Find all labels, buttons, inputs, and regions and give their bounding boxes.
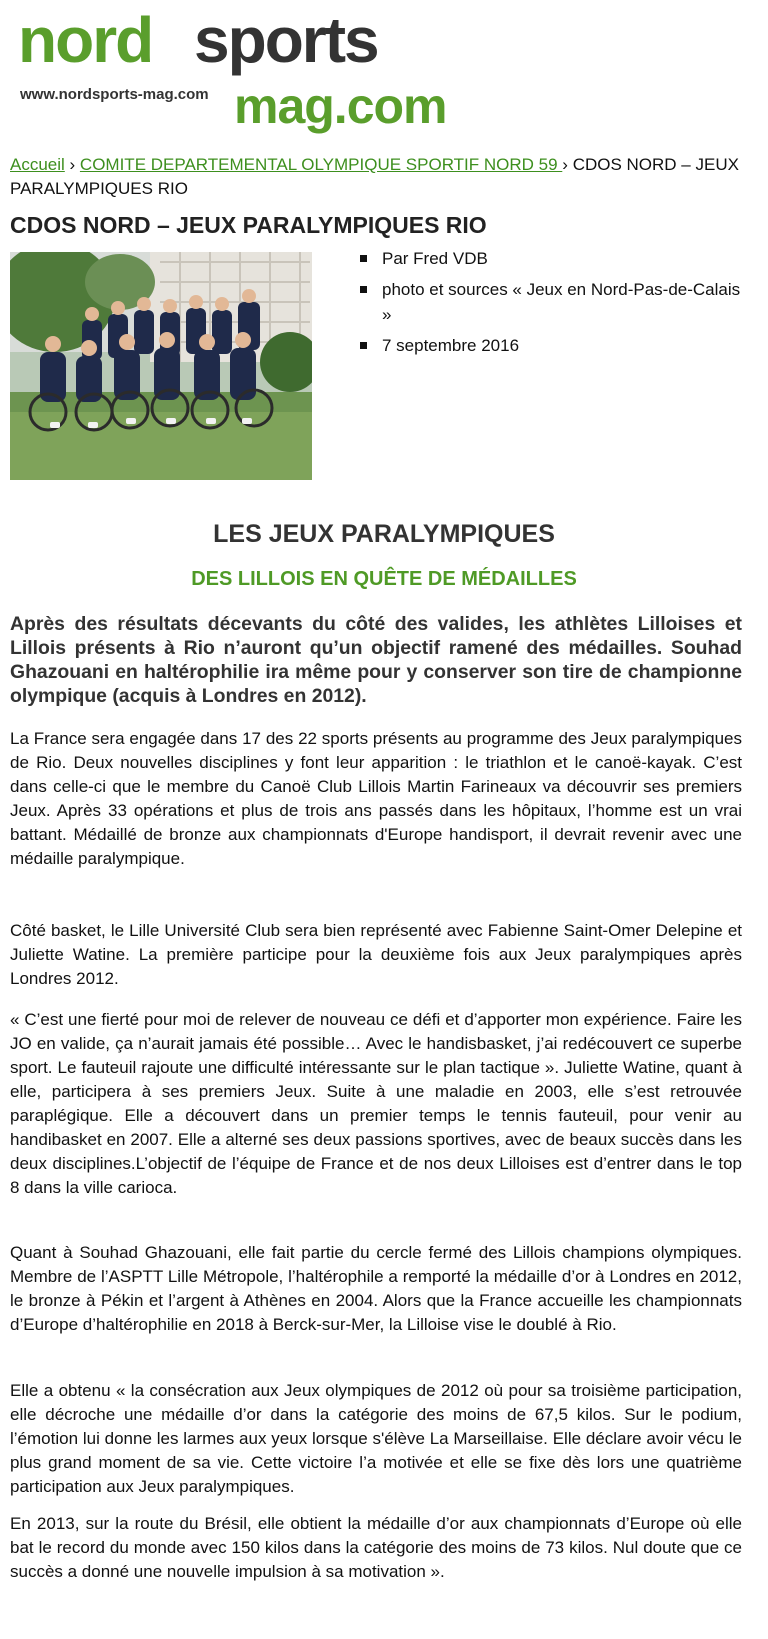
site-logo[interactable] — [14, 4, 447, 136]
breadcrumb-current: CDOS NORD – JEUX PARALYMPIQUES RIO — [10, 155, 739, 198]
breadcrumb-separator: › — [562, 155, 573, 174]
breadcrumb-home-link[interactable]: Accueil — [10, 155, 65, 174]
article-photo — [10, 252, 312, 480]
article-paragraph: Quant à Souhad Ghazouani, elle fait partie du cercle fermé des Lillois champions olympiques. Membre de l’ASPTT Lille Métropole, l’haltérophile a remporté la médaille d’or à Londres en 2012, le bronze à Pékin et l’argent à Athènes en 2004. Alors que la France accueille les championnats d’Europe d’haltérophilie en 2018 à Berck-sur-Mer, la Lilloise vise le doublé à Rio. — [10, 1243, 742, 1334]
source-meta: photo et sources « Jeux en Nord-Pas-de-Calais » — [358, 277, 748, 327]
article-paragraph: Côté basket, le Lille Université Club sera bien représenté avec Fabienne Saint-Omer Delepine et Juliette Watine. La première participe pour la deuxième fois aux Jeux paralympiques après Londres 2012. — [10, 921, 742, 988]
breadcrumb — [10, 153, 750, 201]
article-paragraph: La France sera engagée dans 17 des 22 sports présents au programme des Jeux paralympiques de Rio. Deux nouvelles disciplines y font leur apparition : le triathlon et le canoë-kayak. C’est dans celle-ci que le membre du Canoë Club Lillois Martin Farineaux va découvrir ses premiers Jeux. Après 33 opérations et plus de trois ans passés dans les hôpitaux, l’homme est un vrai battant. Médaillé de bronze aux championnats d'Europe handisport, il devrait revenir avec une médaille paralympique. — [10, 729, 742, 868]
article-meta-list — [358, 246, 748, 364]
article-paragraph: Elle a obtenu « la consécration aux Jeux olympiques de 2012 où pour sa troisième participation, elle décroche une médaille d’or dans la catégorie des moins de 67,5 kilos. Sur le podium, l’émotion lui donne les larmes aux yeux lorsque s'élève La Marseillaise. Elle déclare avoir vécu le plus grand moment de sa vie. Cette victoire l’a motivée et elle se fixe dès lors une quatrième participation aux Jeux paralympiques. — [10, 1381, 742, 1496]
article-paragraph: En 2013, sur la route du Brésil, elle obtient la médaille d’or aux championnats d’Europe où elle bat le record du monde avec 150 kilos dans la catégorie des moins de 73 kilos. Nul doute que ce succès a donné une nouvelle impulsion à sa motivation ». — [10, 1514, 742, 1581]
page-title: CDOS NORD – JEUX PARALYMPIQUES RIO — [10, 212, 487, 238]
author-meta: Par Fred VDB — [358, 246, 748, 271]
article-lead: Après des résultats décevants du côté des valides, les athlètes Lilloises et Lillois présents à Rio n’auront qu’un objectif ramené des médailles. Souhad Ghazouani en haltérophilie ira même pour y conserver son tire de championne olympique (acquis à Londres en 2012). — [10, 613, 742, 707]
article-paragraph: « C’est une fierté pour moi de relever de nouveau ce défi et d’apporter mon expérience. Faire les JO en valide, ça n’aurait jamais été possible… Avec le handisbasket, j’ai redécouvert ce superbe sport. Le fauteuil rajoute une difficulté intéressante sur le plan tactique ». Juliette Watine, quant à elle, participera à ses premiers Jeux. Suite à une maladie en 2003, elle s’est retrouvée paraplégique. Elle a découvert dans un premier temps le tennis fauteuil, pour venir au handibasket en 2007. Elle a alterné ses deux passions sportives, avec de beaux succès dans les deux disciplines.L’objectif de l’équipe de France et de nos deux Lilloises est d’entrer dans le top 8 dans la ville carioca. — [10, 1010, 742, 1197]
logo-word-sports: sports — [194, 4, 378, 76]
logo-url-text: www.nordsports-mag.com — [20, 86, 209, 103]
date-meta: 7 septembre 2016 — [358, 333, 748, 358]
logo-word-nord: nord — [18, 4, 153, 76]
article-subheading: DES LILLOIS EN QUÊTE DE MÉDAILLES — [191, 568, 577, 590]
breadcrumb-category-link[interactable]: COMITE DEPARTEMENTAL OLYMPIQUE SPORTIF NORD 59 — [79, 155, 563, 174]
logo-word-mag: mag.com — [234, 78, 447, 134]
breadcrumb-separator: › — [64, 155, 80, 174]
article-heading: LES JEUX PARALYMPIQUES — [213, 520, 555, 548]
